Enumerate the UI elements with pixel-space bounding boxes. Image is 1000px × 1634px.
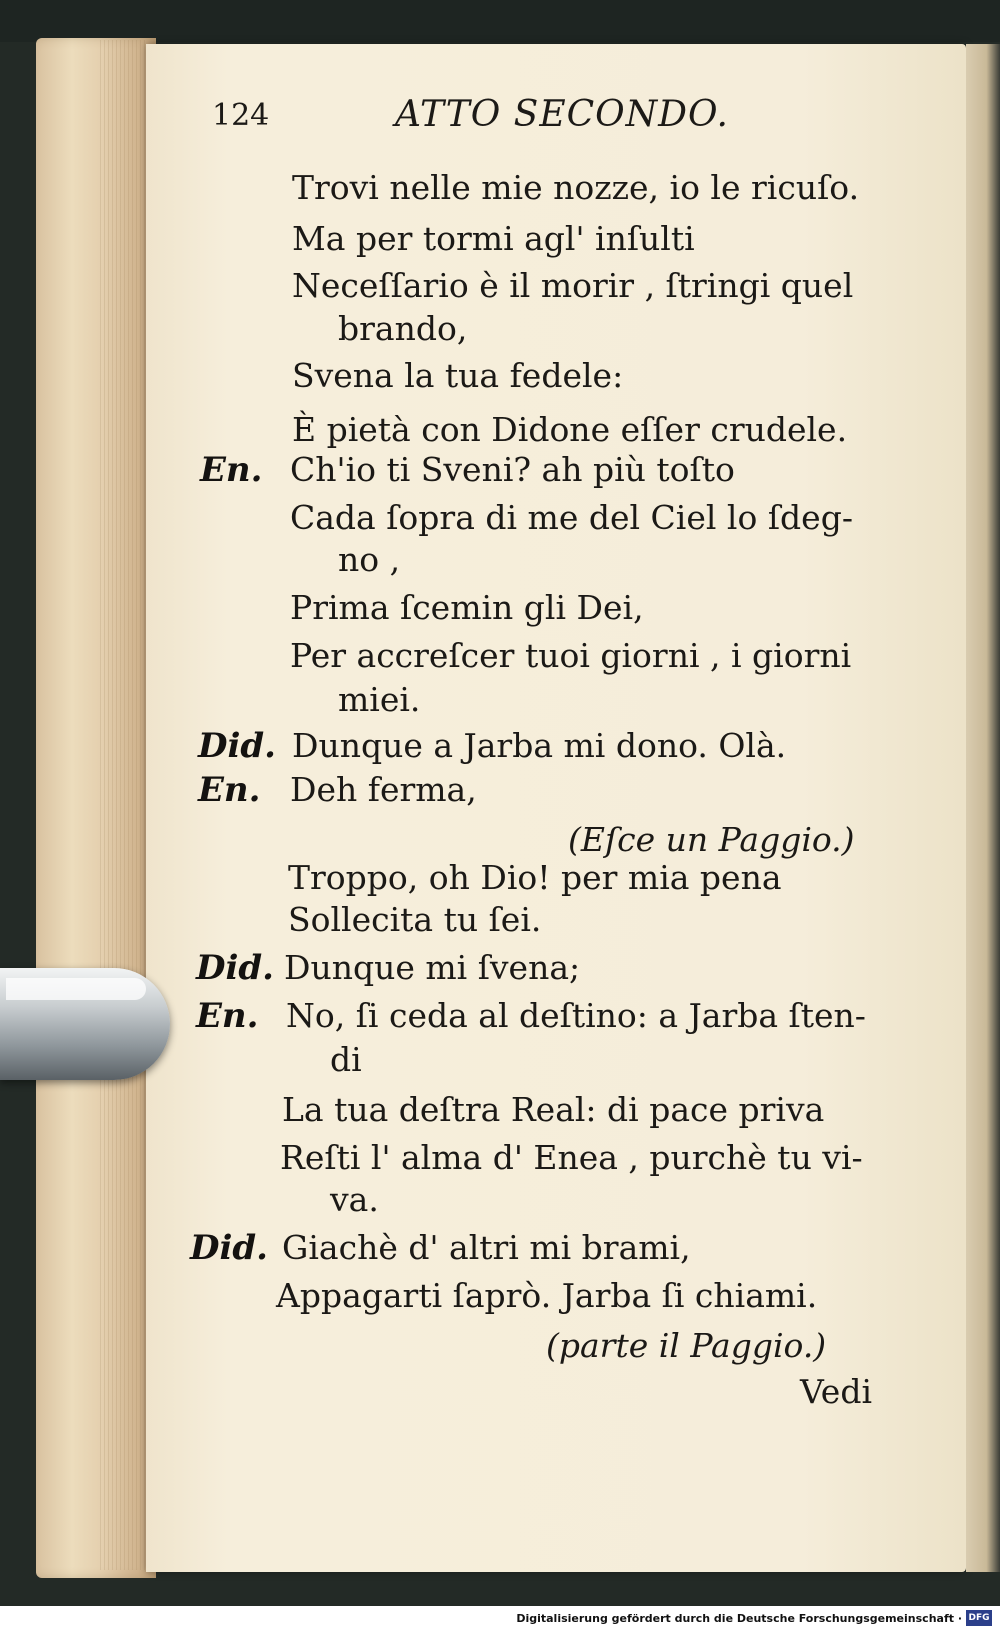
text-line: di	[330, 1040, 362, 1079]
stage-direction: (Eſce un Paggio.)	[568, 820, 855, 859]
text-line: Neceſſario è il morir , ſtringi quel	[292, 266, 854, 305]
speaker-label: En.	[198, 770, 261, 810]
dfg-logo-icon: DFG	[966, 1610, 992, 1626]
text-line: La tua deſtra Real: di pace priva	[282, 1090, 825, 1129]
page-holder-highlight	[6, 978, 146, 1000]
speaker-label: Did.	[196, 948, 275, 988]
text-line: Appagarti ſaprò. Jarba ſi chiami.	[276, 1276, 818, 1315]
text-line: brando,	[338, 309, 468, 348]
text-line: va.	[330, 1180, 379, 1219]
text-line: Trovi nelle mie nozze, io le ricuſo.	[292, 168, 860, 207]
text-line: Deh ferma,	[290, 770, 477, 809]
text-line: È pietà con Didone eſſer crudele.	[292, 410, 848, 449]
text-line: Giachè d' altri mi brami,	[282, 1228, 691, 1267]
text-line: no ,	[338, 540, 401, 579]
text-line: Ma per tormi agl' inſulti	[292, 219, 695, 258]
catchword: Vedi	[800, 1372, 873, 1411]
running-title: ATTO SECONDO.	[395, 94, 729, 135]
text-line: Troppo, oh Dio! per mia pena	[288, 858, 782, 897]
text-line: Per accreſcer tuoi giorni , i giorni	[290, 636, 852, 675]
speaker-label: En.	[196, 996, 259, 1036]
page-edge-texture	[100, 40, 148, 1570]
stage-direction: (parte il Paggio.)	[546, 1326, 827, 1365]
text-line: Prima ſcemin gli Dei,	[290, 588, 644, 627]
speaker-label: En.	[200, 450, 263, 490]
text-line: Svena la tua fedele:	[292, 356, 624, 395]
speaker-label: Did.	[198, 726, 277, 766]
text-line: Cada ſopra di me del Ciel lo ſdeg-	[290, 498, 853, 537]
scan-backdrop	[0, 0, 1000, 42]
text-line: No, ſi ceda al deſtino: a Jarba ſten-	[286, 996, 866, 1035]
text-line: Ch'io ti Sveni? ah più toſto	[290, 450, 735, 489]
text-line: Sollecita tu ſei.	[288, 900, 542, 939]
text-line: Dunque mi ſvena;	[284, 948, 581, 987]
next-page-edge	[966, 44, 1000, 1572]
funding-credit: Digitalisierung gefördert durch die Deutsche Forschungsgemeinschaft ·	[516, 1612, 962, 1625]
text-line: miei.	[338, 680, 421, 719]
page-number: 124	[212, 98, 270, 133]
text-line: Dunque a Jarba mi dono. Olà.	[292, 726, 787, 765]
speaker-label: Did.	[190, 1228, 269, 1268]
text-line: Reſti l' alma d' Enea , purchè tu vi-	[280, 1138, 863, 1177]
